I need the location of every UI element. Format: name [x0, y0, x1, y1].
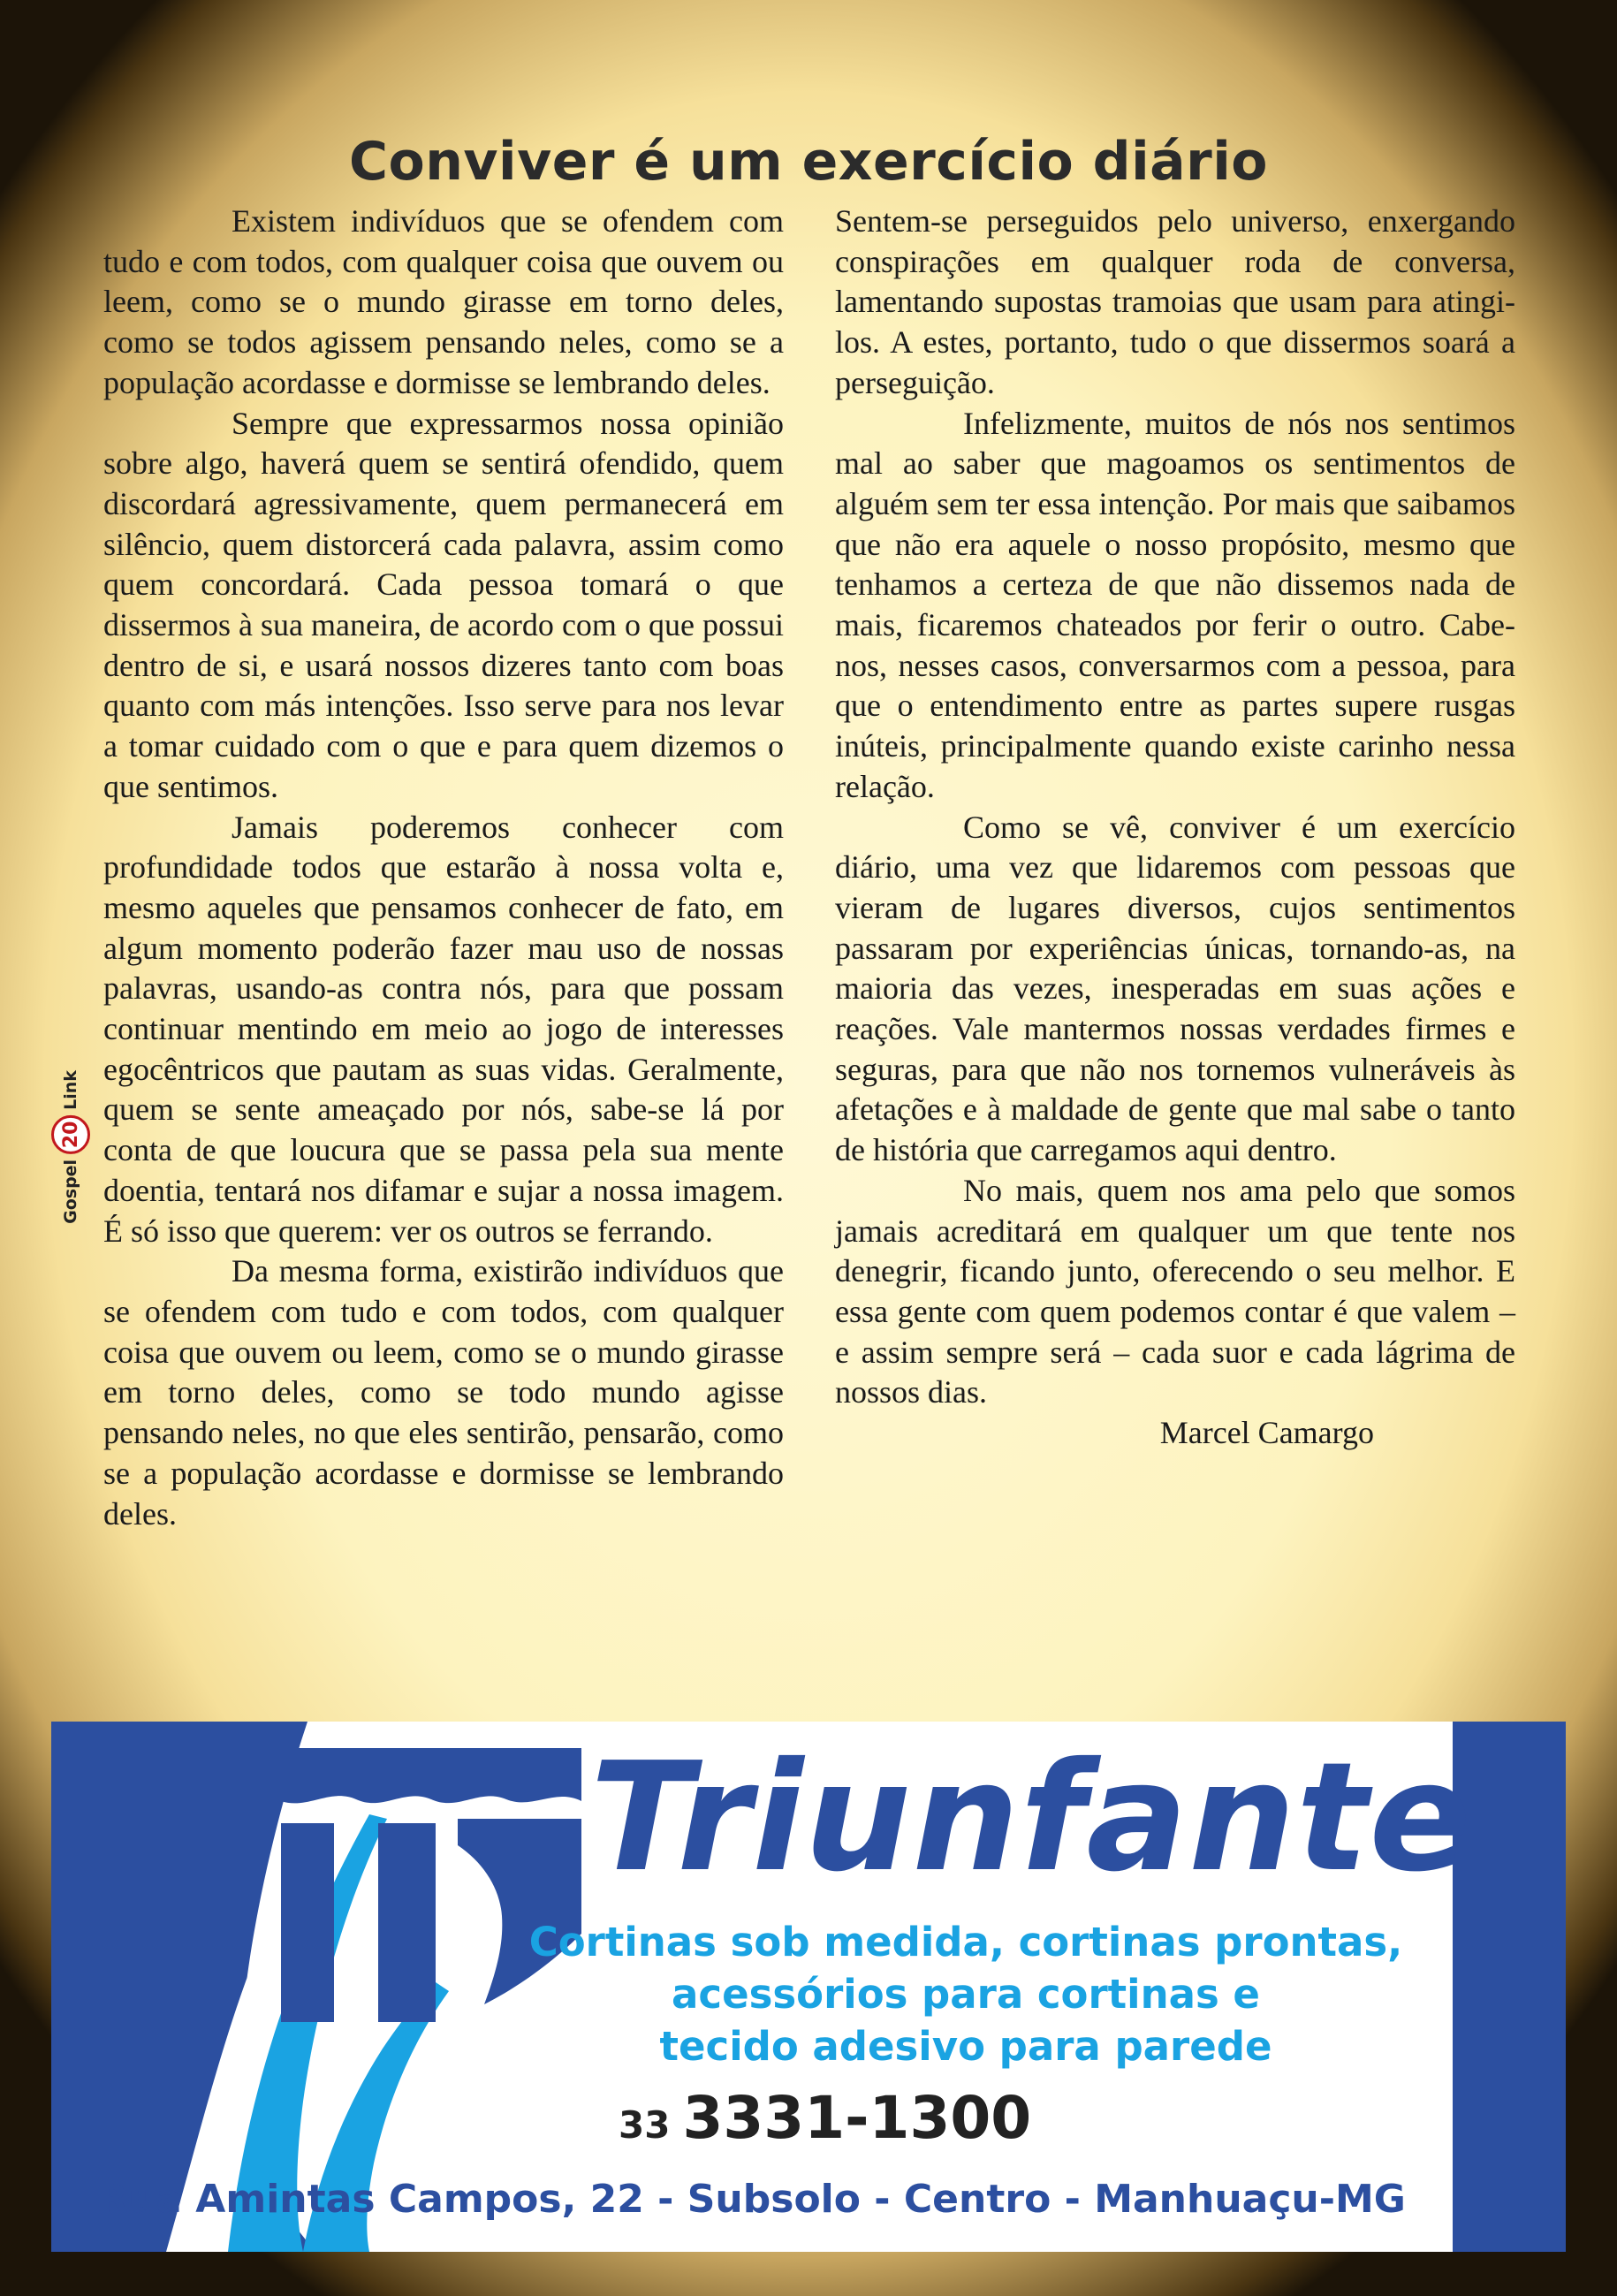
paragraph: Jamais poderemos conhecer com profundidade todos que estarão à nossa volta e, mesmo aqueles que pensamos conhecer de fato, em algum momento poderão fazer mau uso de nossas palavras, usando-as contra nós, para que possam continuar mentindo em meio ao jogo de interesses egocêntricos que pautam as suas vidas. Geralmente, quem se sente ameaçado por nós, sabe-se lá por conta de que loucura que se passa pela sua mente doentia, tentará nos difamar e sujar a nossa imagem. É só isso que querem: ver os outros se ferrando.	[103, 809, 784, 1249]
phone-digits: 3331-1300	[682, 2084, 1032, 2152]
tagline-line: tecido adesivo para parede	[659, 2023, 1272, 2070]
tagline-line: acessórios para cortinas e	[672, 1971, 1260, 2018]
tagline-line: Cortinas sob medida, cortinas prontas,	[528, 1919, 1403, 1965]
author-signature: Marcel Camargo	[1159, 1415, 1374, 1451]
phone-number	[619, 2084, 1031, 2152]
page-number: 20	[51, 1114, 90, 1153]
paragraph: Sempre que expressarmos nossa opinião sobre algo, haverá quem se sentirá ofendido, quem discordará agressivamente, quem permanecerá em silêncio, quem distorcerá cada palavra, assim como quem concordará. Cada pessoa tomará o que dissermos à sua maneira, de acordo com o que possui dentro de si, e usará nossos dizeres tanto com boas quanto com más intenções. Isso serve para nos levar a tomar cuidado com o que e para quem dizemos o que sentimos.	[103, 405, 784, 804]
advertisement-banner	[51, 1722, 1566, 2252]
article-column-left	[103, 201, 784, 1534]
magazine-name-gospel: Gospel	[61, 1159, 80, 1224]
store-address: Rua Amintas Campos, 22 - Subsolo - Centro - Manhuaçu-MG	[98, 2177, 1406, 2222]
paragraph: No mais, quem nos ama pelo que somos jamais acreditará em qualquer um que tente nos denegrir, ficando junto, oferecendo o seu melhor. E essa gente com quem podemos contar é que valem – e assim sempre será – cada suor e cada lágrima de nossos dias.	[835, 1172, 1515, 1410]
paragraph: Como se vê, conviver é um exercício diário, uma vez que lidaremos com pessoas que vieram de lugares diversos, cujos sentimentos passaram por experiências únicas, tornando-as, na maioria das vezes, inesperadas em suas ações e reações. Vale mantermos nossas verdades firmes e seguras, para que não nos tornemos vulneráveis às afetações e à maldade de gente que mal sabe o tanto de história que carregamos aqui dentro.	[835, 809, 1515, 1168]
paragraph: Sentem-se perseguidos pelo universo, enxergando conspirações em qualquer roda de conversa, lamentando supostas tramoias que usam para atingi-los. A estes, portanto, tudo o que dissermos soará a perseguição.	[835, 203, 1515, 400]
phone-area-code: 33	[619, 2103, 671, 2147]
paragraph: Da mesma forma, existirão indivíduos que se ofendem com tudo e com todos, com qualquer coisa que ouvem ou leem, como se o mundo girasse em torno deles, como se todo mundo agisse pensando neles, no que eles sentirão, pensarão, como se a população acordasse e dormisse se lembrando deles.	[103, 1253, 784, 1532]
paragraph: Infelizmente, muitos de nós nos sentimos mal ao saber que magoamos os sentimentos de alguém sem ter essa intenção. Por mais que saibamos que não era aquele o nosso propósito, mesmo que tenhamos a certeza de que não dissemos nada de mais, ficaremos chateados por ferir o outro. Cabe-nos, nesses casos, conversarmos com a pessoa, para que o entendimento entre as partes supere rusgas inúteis, principalmente quando existe carinho nessa relação.	[835, 405, 1515, 804]
article-title: Conviver é um exercício diário	[348, 131, 1269, 193]
ad-tagline	[493, 1916, 1439, 2072]
brand-name: Triunfante	[590, 1730, 1472, 1905]
page-number-tab	[49, 1069, 93, 1224]
article-column-right	[835, 201, 1515, 1454]
magazine-name-link: Link	[61, 1069, 80, 1110]
paragraph: Existem indivíduos que se ofendem com tudo e com todos, com qualquer coisa que ouvem ou leem, como se o mundo girasse em torno deles, como se todos agissem pensando neles, como se a população acordasse e dormisse se lembrando deles.	[103, 203, 784, 400]
